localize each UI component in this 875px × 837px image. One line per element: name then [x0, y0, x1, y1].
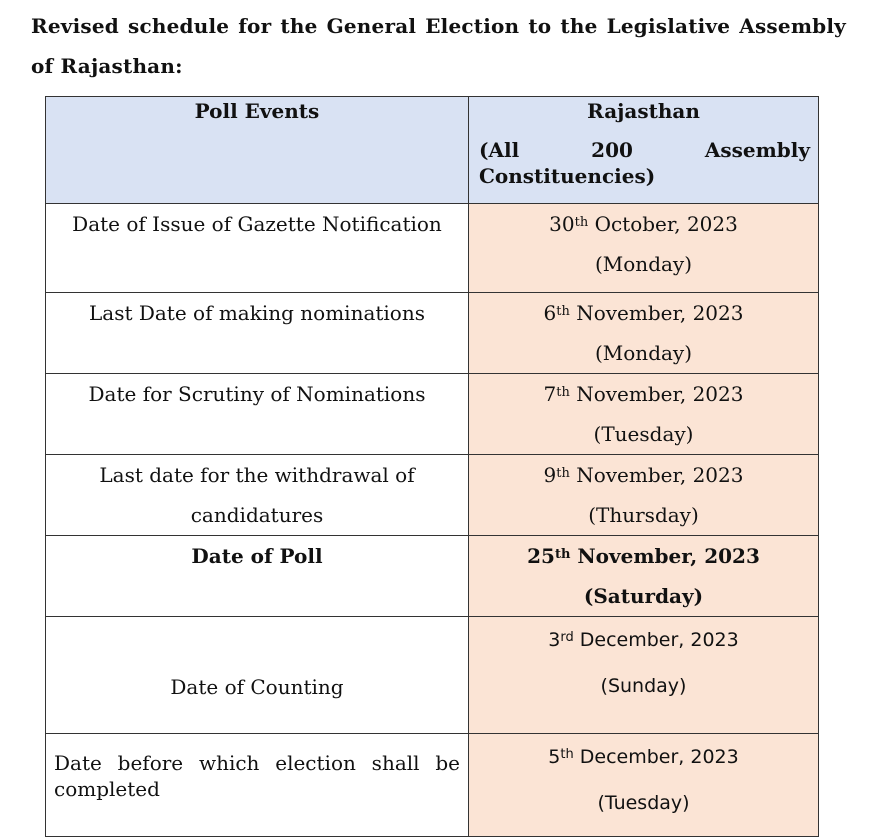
- document-title: Revised schedule for the General Election to the Legislative Assembly of Rajasthan:: [31, 14, 846, 78]
- date-suffix: th: [556, 466, 570, 481]
- header-state-name: Rajasthan: [587, 99, 700, 123]
- table-row-poll: [46, 536, 819, 617]
- date-cell: [469, 734, 819, 837]
- date-month-year: December, 2023: [579, 746, 739, 768]
- date-suffix: th: [560, 747, 574, 762]
- header-row: [46, 97, 819, 204]
- date-cell: [469, 293, 819, 374]
- date-suffix: rd: [560, 630, 574, 645]
- date-weekday: (Monday): [594, 341, 693, 365]
- date-suffix: th: [556, 304, 570, 319]
- date-weekday: (Sunday): [600, 675, 687, 697]
- date-weekday: (Tuesday): [593, 422, 694, 446]
- table-row: [46, 455, 819, 536]
- event-cell: Last date for the withdrawal of candidatures: [46, 455, 469, 536]
- date-month-year: December, 2023: [579, 629, 739, 651]
- date-cell: [469, 204, 819, 293]
- date-month-year: November, 2023: [576, 382, 744, 406]
- date-month-year: November, 2023: [577, 544, 760, 568]
- date-month-year: November, 2023: [576, 301, 744, 325]
- date-weekday: (Saturday): [583, 584, 704, 608]
- table-row: [46, 617, 819, 734]
- event-label: Date of Counting: [170, 675, 344, 699]
- header-poll-events: Poll Events: [46, 97, 469, 204]
- header-rajasthan: [469, 97, 819, 204]
- date-day: 9: [543, 463, 557, 487]
- date-suffix: th: [556, 385, 570, 400]
- date-day: 3: [548, 629, 561, 651]
- date-suffix: th: [574, 215, 589, 230]
- table-row: [46, 734, 819, 837]
- date-cell: [469, 617, 819, 734]
- event-cell: Date of Poll: [46, 536, 469, 617]
- table-row: [46, 293, 819, 374]
- table-row: [46, 374, 819, 455]
- event-cell: Date of Issue of Gazette Notification: [46, 204, 469, 293]
- event-cell: Date before which election shall be completed: [46, 734, 469, 837]
- date-weekday: (Thursday): [588, 503, 699, 527]
- event-cell: Date for Scrutiny of Nominations: [46, 374, 469, 455]
- date-suffix: th: [554, 547, 571, 562]
- date-cell: [469, 536, 819, 617]
- schedule-table: [45, 96, 819, 837]
- date-day: 7: [543, 382, 557, 406]
- table-row: [46, 204, 819, 293]
- date-month-year: October, 2023: [594, 212, 738, 236]
- date-cell: [469, 374, 819, 455]
- date-month-year: November, 2023: [576, 463, 744, 487]
- date-weekday: (Monday): [594, 252, 693, 276]
- date-day: 5: [548, 746, 561, 768]
- date-day: 30: [549, 212, 575, 236]
- date-cell: [469, 455, 819, 536]
- header-constituencies: (All 200 Assembly Constituencies): [479, 138, 810, 188]
- event-cell: Last Date of making nominations: [46, 293, 469, 374]
- date-weekday: (Tuesday): [597, 792, 690, 814]
- date-day: 25: [527, 544, 555, 568]
- date-day: 6: [543, 301, 557, 325]
- event-cell: [46, 617, 469, 734]
